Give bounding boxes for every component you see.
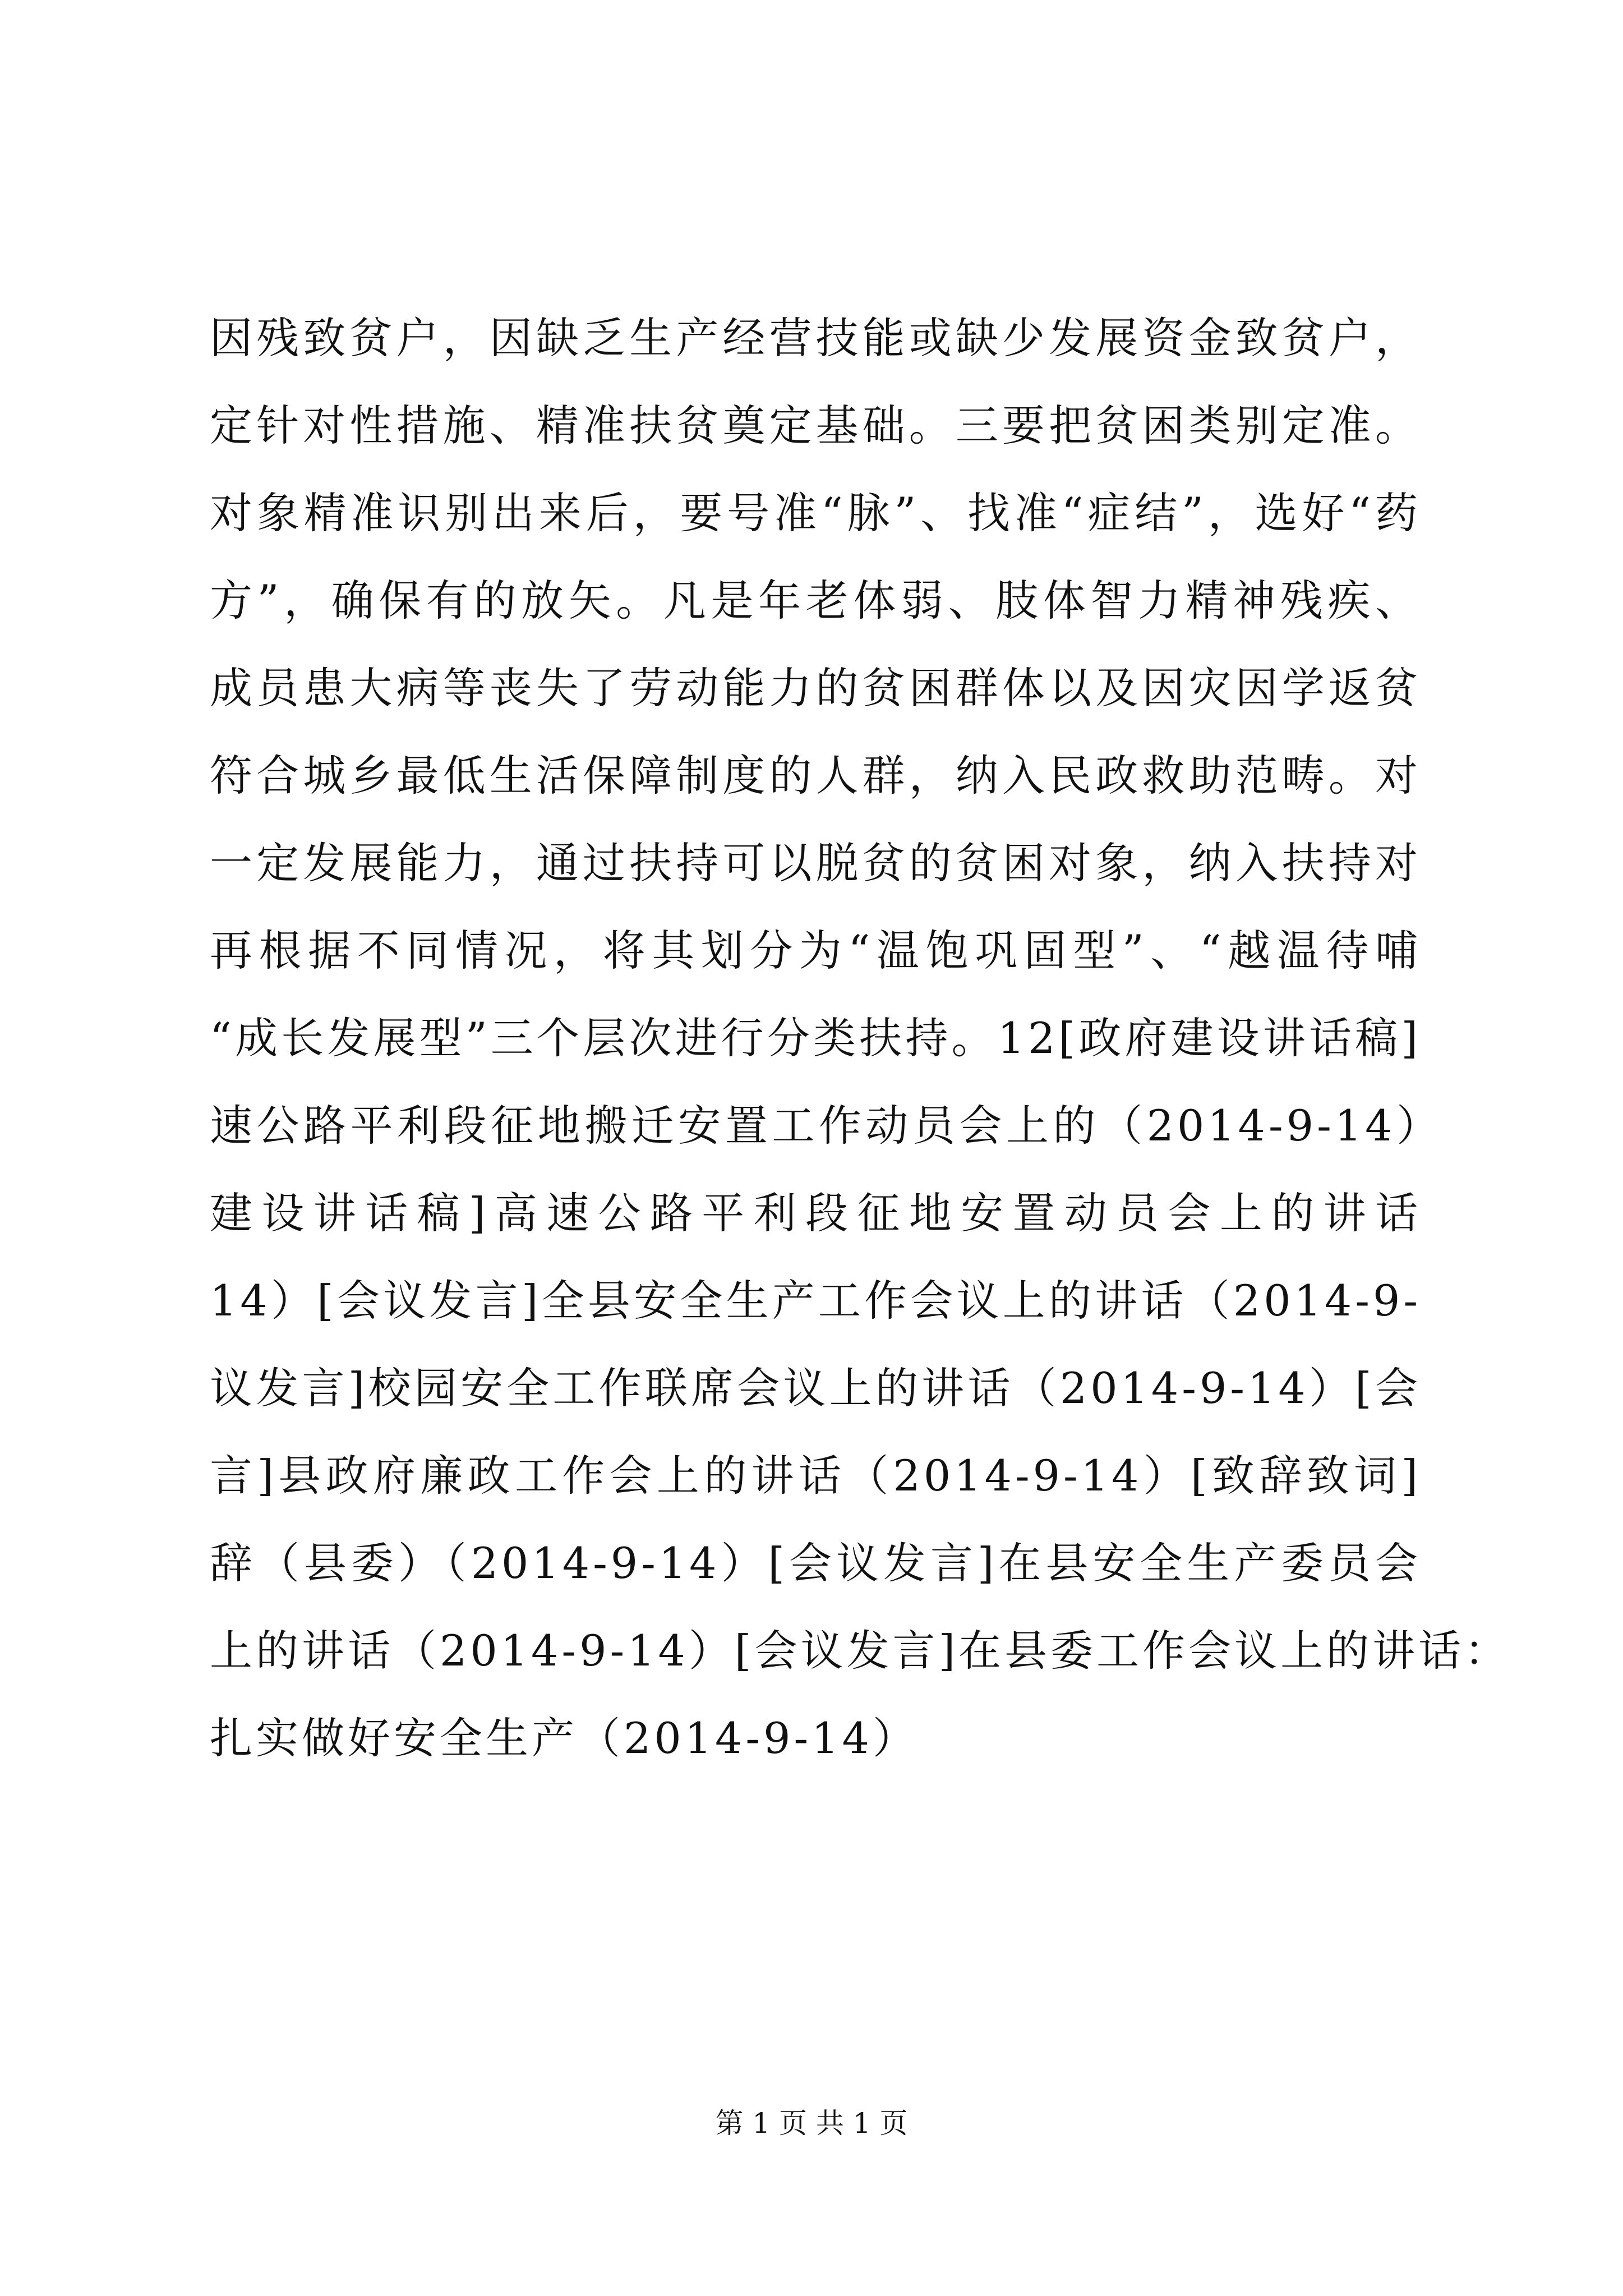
text-line-9: “成长发展型”三个层次进行分类扶持。12[政府建设讲话稿] xyxy=(210,1013,1421,1063)
body-text xyxy=(210,295,1511,1782)
text-line-17: 扎实做好安全生产（2014-9-14） xyxy=(210,1713,919,1763)
text-line-7: 一定发展能力，通过扶持可以脱贫的贫困对象，纳入扶持对 xyxy=(210,838,1421,888)
text-line-11: 建设讲话稿]高速公路平利段征地安置动员会上的讲话 xyxy=(210,1188,1421,1238)
text-line-12: 14）[会议发言]全县安全生产工作会议上的讲话（2014-9- xyxy=(210,1276,1421,1326)
text-line-15: 辞（县委）（2014-9-14）[会议发言]在县安全生产委员会 xyxy=(210,1538,1421,1588)
text-line-6: 符合城乡最低生活保障制度的人群，纳入民政救助范畴。对 xyxy=(210,751,1421,800)
text-line-4: 方”，确保有的放矢。凡是年老体弱、肢体智力精神残疾、 xyxy=(210,576,1421,625)
text-line-14: 言]县政府廉政工作会上的讲话（2014-9-14）[致辞致词] xyxy=(210,1451,1421,1501)
text-line-1: 因残致贫户，因缺乏生产经营技能或缺少发展资金致贫户， xyxy=(210,313,1421,363)
text-line-13: 议发言]校园安全工作联席会议上的讲话（2014-9-14）[会 xyxy=(210,1363,1421,1413)
text-line-8: 再根据不同情况，将其划分为“温饱巩固型”、“越温待哺 xyxy=(210,926,1421,976)
text-line-10: 速公路平利段征地搬迁安置工作动员会上的（2014-9-14） xyxy=(210,1101,1421,1151)
text-line-16: 上的讲话（2014-9-14）[会议发言]在县委工作会议上的讲话： xyxy=(210,1626,1511,1676)
text-line-2: 定针对性措施、精准扶贫奠定基础。三要把贫困类别定准。 xyxy=(210,401,1421,450)
page-footer: 第 1 页 共 1 页 xyxy=(715,2107,908,2139)
text-line-5: 成员患大病等丧失了劳动能力的贫困群体以及因灾因学返贫 xyxy=(210,663,1421,713)
text-line-3: 对象精准识别出来后，要号准“脉”、找准“症结”，选好“药 xyxy=(210,488,1421,538)
